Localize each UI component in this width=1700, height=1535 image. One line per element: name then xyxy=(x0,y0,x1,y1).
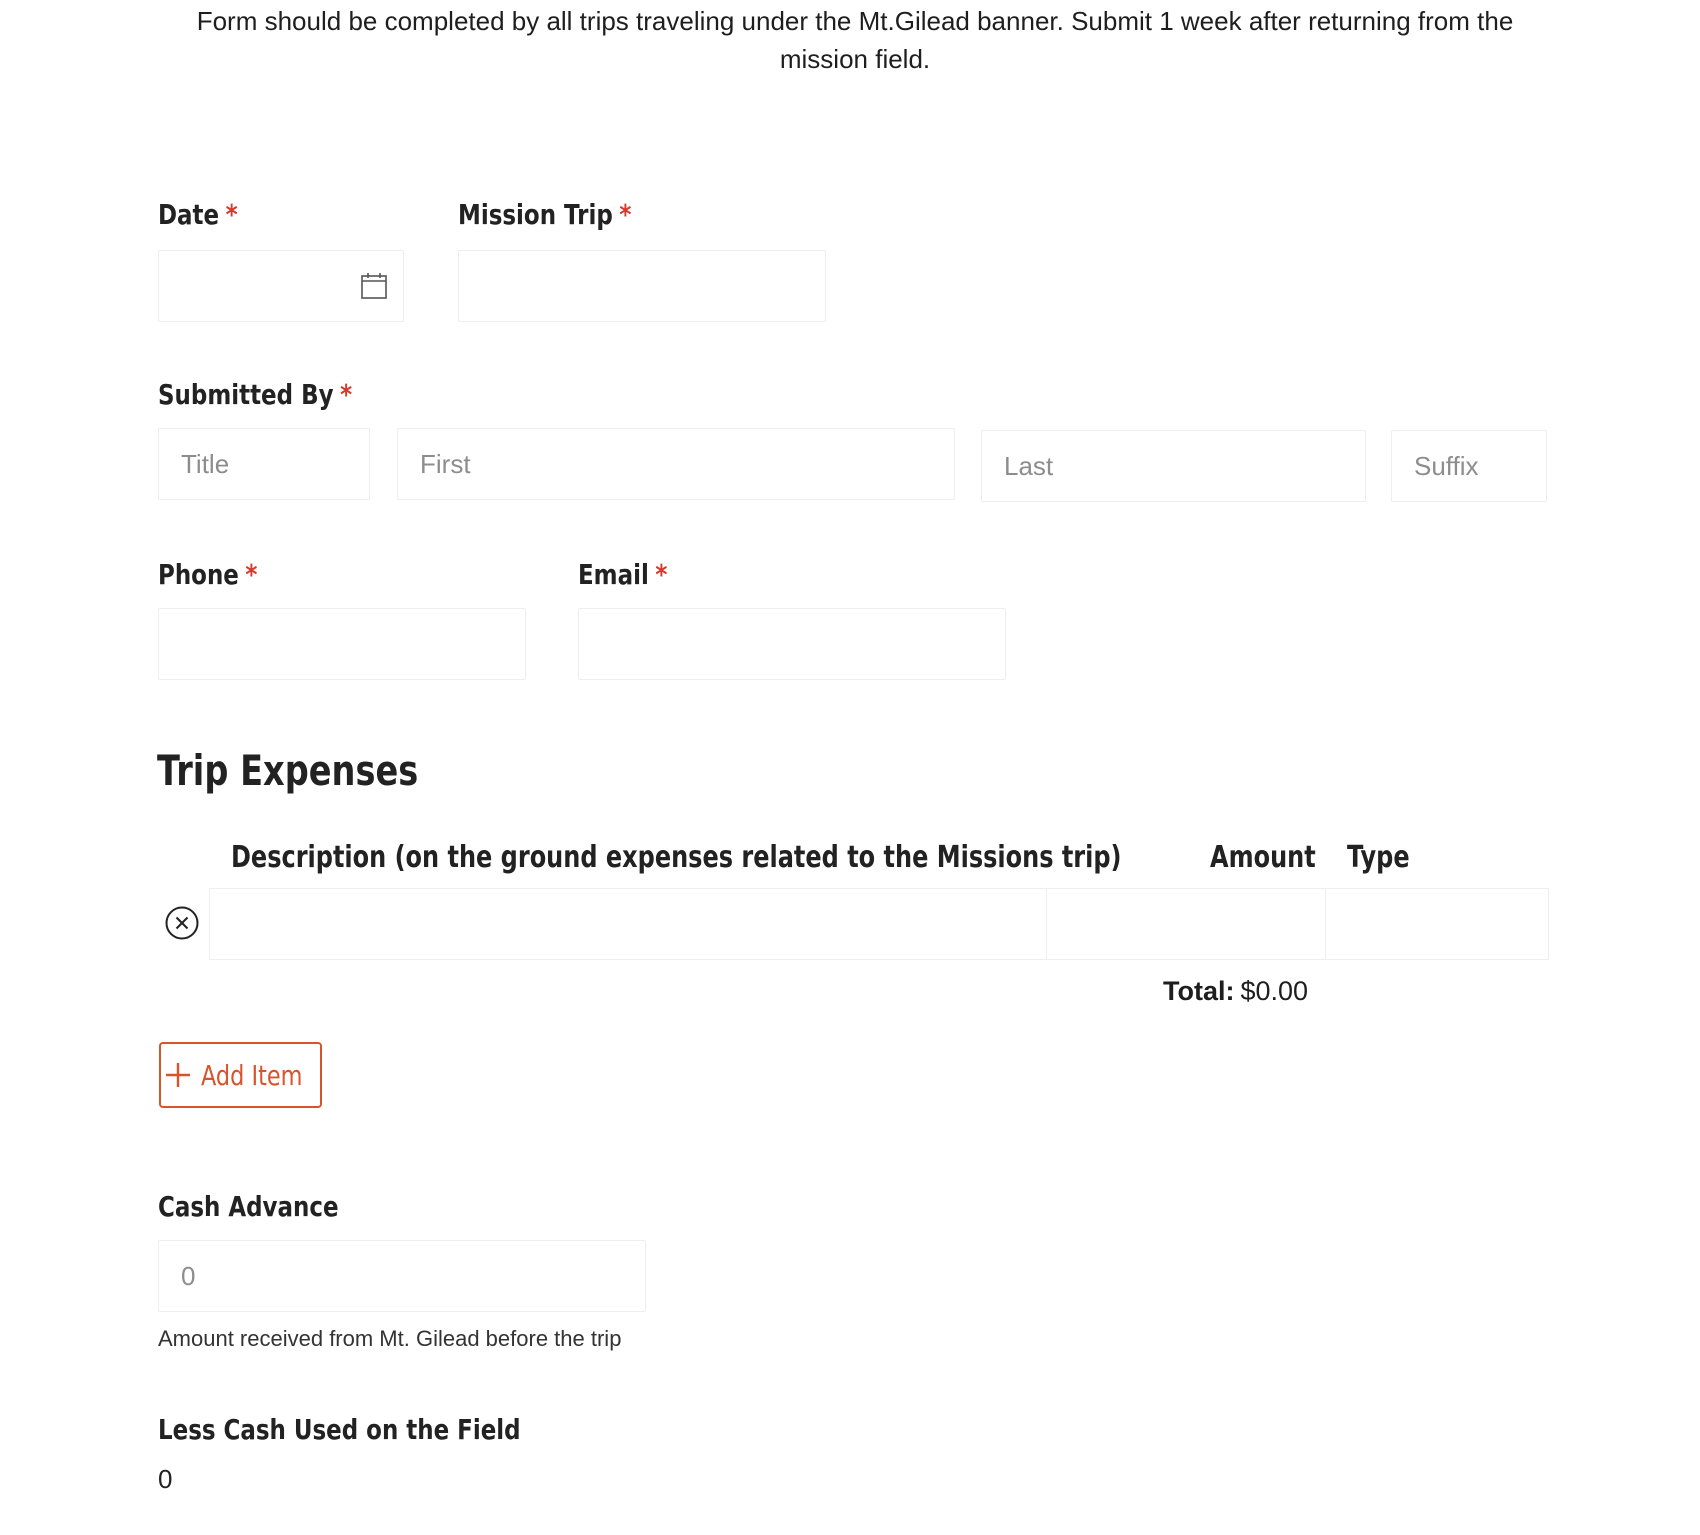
total-label: Total: xyxy=(1163,976,1235,1006)
email-input[interactable] xyxy=(579,609,1005,679)
submitted-by-label-text: Submitted By xyxy=(158,378,334,411)
form-description-line-2: mission field. xyxy=(779,44,931,74)
cash-advance-label: Cash Advance xyxy=(158,1190,339,1223)
mission-trip-label xyxy=(458,198,631,231)
less-cash-used-value: 0 xyxy=(158,1464,173,1494)
add-item-button[interactable] xyxy=(159,1042,322,1108)
name-last-field[interactable] xyxy=(981,430,1366,502)
type-column-header: Type xyxy=(1347,840,1410,875)
expense-total xyxy=(1163,976,1308,1007)
date-field[interactable] xyxy=(158,250,404,322)
phone-field[interactable] xyxy=(158,608,526,680)
name-first-input[interactable] xyxy=(398,429,954,499)
plus-icon xyxy=(165,1062,191,1088)
form-description-line-1: Form should be completed by all trips traveling under the Mt.Gilead banner. Submit 1 week after returning from the xyxy=(196,6,1514,36)
total-value: $0.00 xyxy=(1240,976,1309,1006)
email-field[interactable] xyxy=(578,608,1006,680)
mission-trip-input[interactable] xyxy=(459,251,825,321)
remove-row-icon[interactable] xyxy=(165,906,199,940)
required-marker: * xyxy=(245,558,258,591)
amount-column-header: Amount xyxy=(1210,840,1316,875)
trip-expenses-heading: Trip Expenses xyxy=(157,746,419,795)
submitted-by-label xyxy=(158,378,352,411)
name-suffix-field[interactable] xyxy=(1391,430,1547,502)
required-marker: * xyxy=(655,558,668,591)
description-column-header: Description (on the ground expenses related to the Missions trip) xyxy=(231,840,1122,875)
expense-amount-input[interactable] xyxy=(1047,889,1325,959)
mission-trip-field[interactable] xyxy=(458,250,826,322)
expense-description-input[interactable] xyxy=(210,889,1046,959)
phone-label xyxy=(158,558,257,591)
required-marker: * xyxy=(225,198,238,231)
form-description xyxy=(150,2,1560,78)
date-label-text: Date xyxy=(158,198,220,231)
required-marker: * xyxy=(340,378,353,411)
email-label xyxy=(578,558,667,591)
name-title-field[interactable] xyxy=(158,428,370,500)
date-label xyxy=(158,198,238,231)
calendar-icon[interactable] xyxy=(359,271,389,301)
name-title-input[interactable] xyxy=(159,429,369,499)
phone-label-text: Phone xyxy=(158,558,239,591)
add-item-label: Add Item xyxy=(201,1058,303,1092)
name-last-input[interactable] xyxy=(982,431,1365,501)
mission-trip-label-text: Mission Trip xyxy=(458,198,613,231)
name-first-field[interactable] xyxy=(397,428,955,500)
less-cash-used-label: Less Cash Used on the Field xyxy=(158,1413,521,1446)
phone-input[interactable] xyxy=(159,609,525,679)
cash-advance-field[interactable] xyxy=(158,1240,646,1312)
expense-description-cell[interactable] xyxy=(209,888,1047,960)
expense-amount-cell[interactable] xyxy=(1046,888,1326,960)
cash-advance-help-text: Amount received from Mt. Gilead before the trip xyxy=(158,1326,622,1351)
name-suffix-input[interactable] xyxy=(1392,431,1546,501)
expense-type-cell[interactable] xyxy=(1325,888,1549,960)
email-label-text: Email xyxy=(578,558,649,591)
required-marker: * xyxy=(619,198,632,231)
cash-advance-input[interactable] xyxy=(159,1241,645,1311)
expense-type-input[interactable] xyxy=(1326,889,1548,959)
